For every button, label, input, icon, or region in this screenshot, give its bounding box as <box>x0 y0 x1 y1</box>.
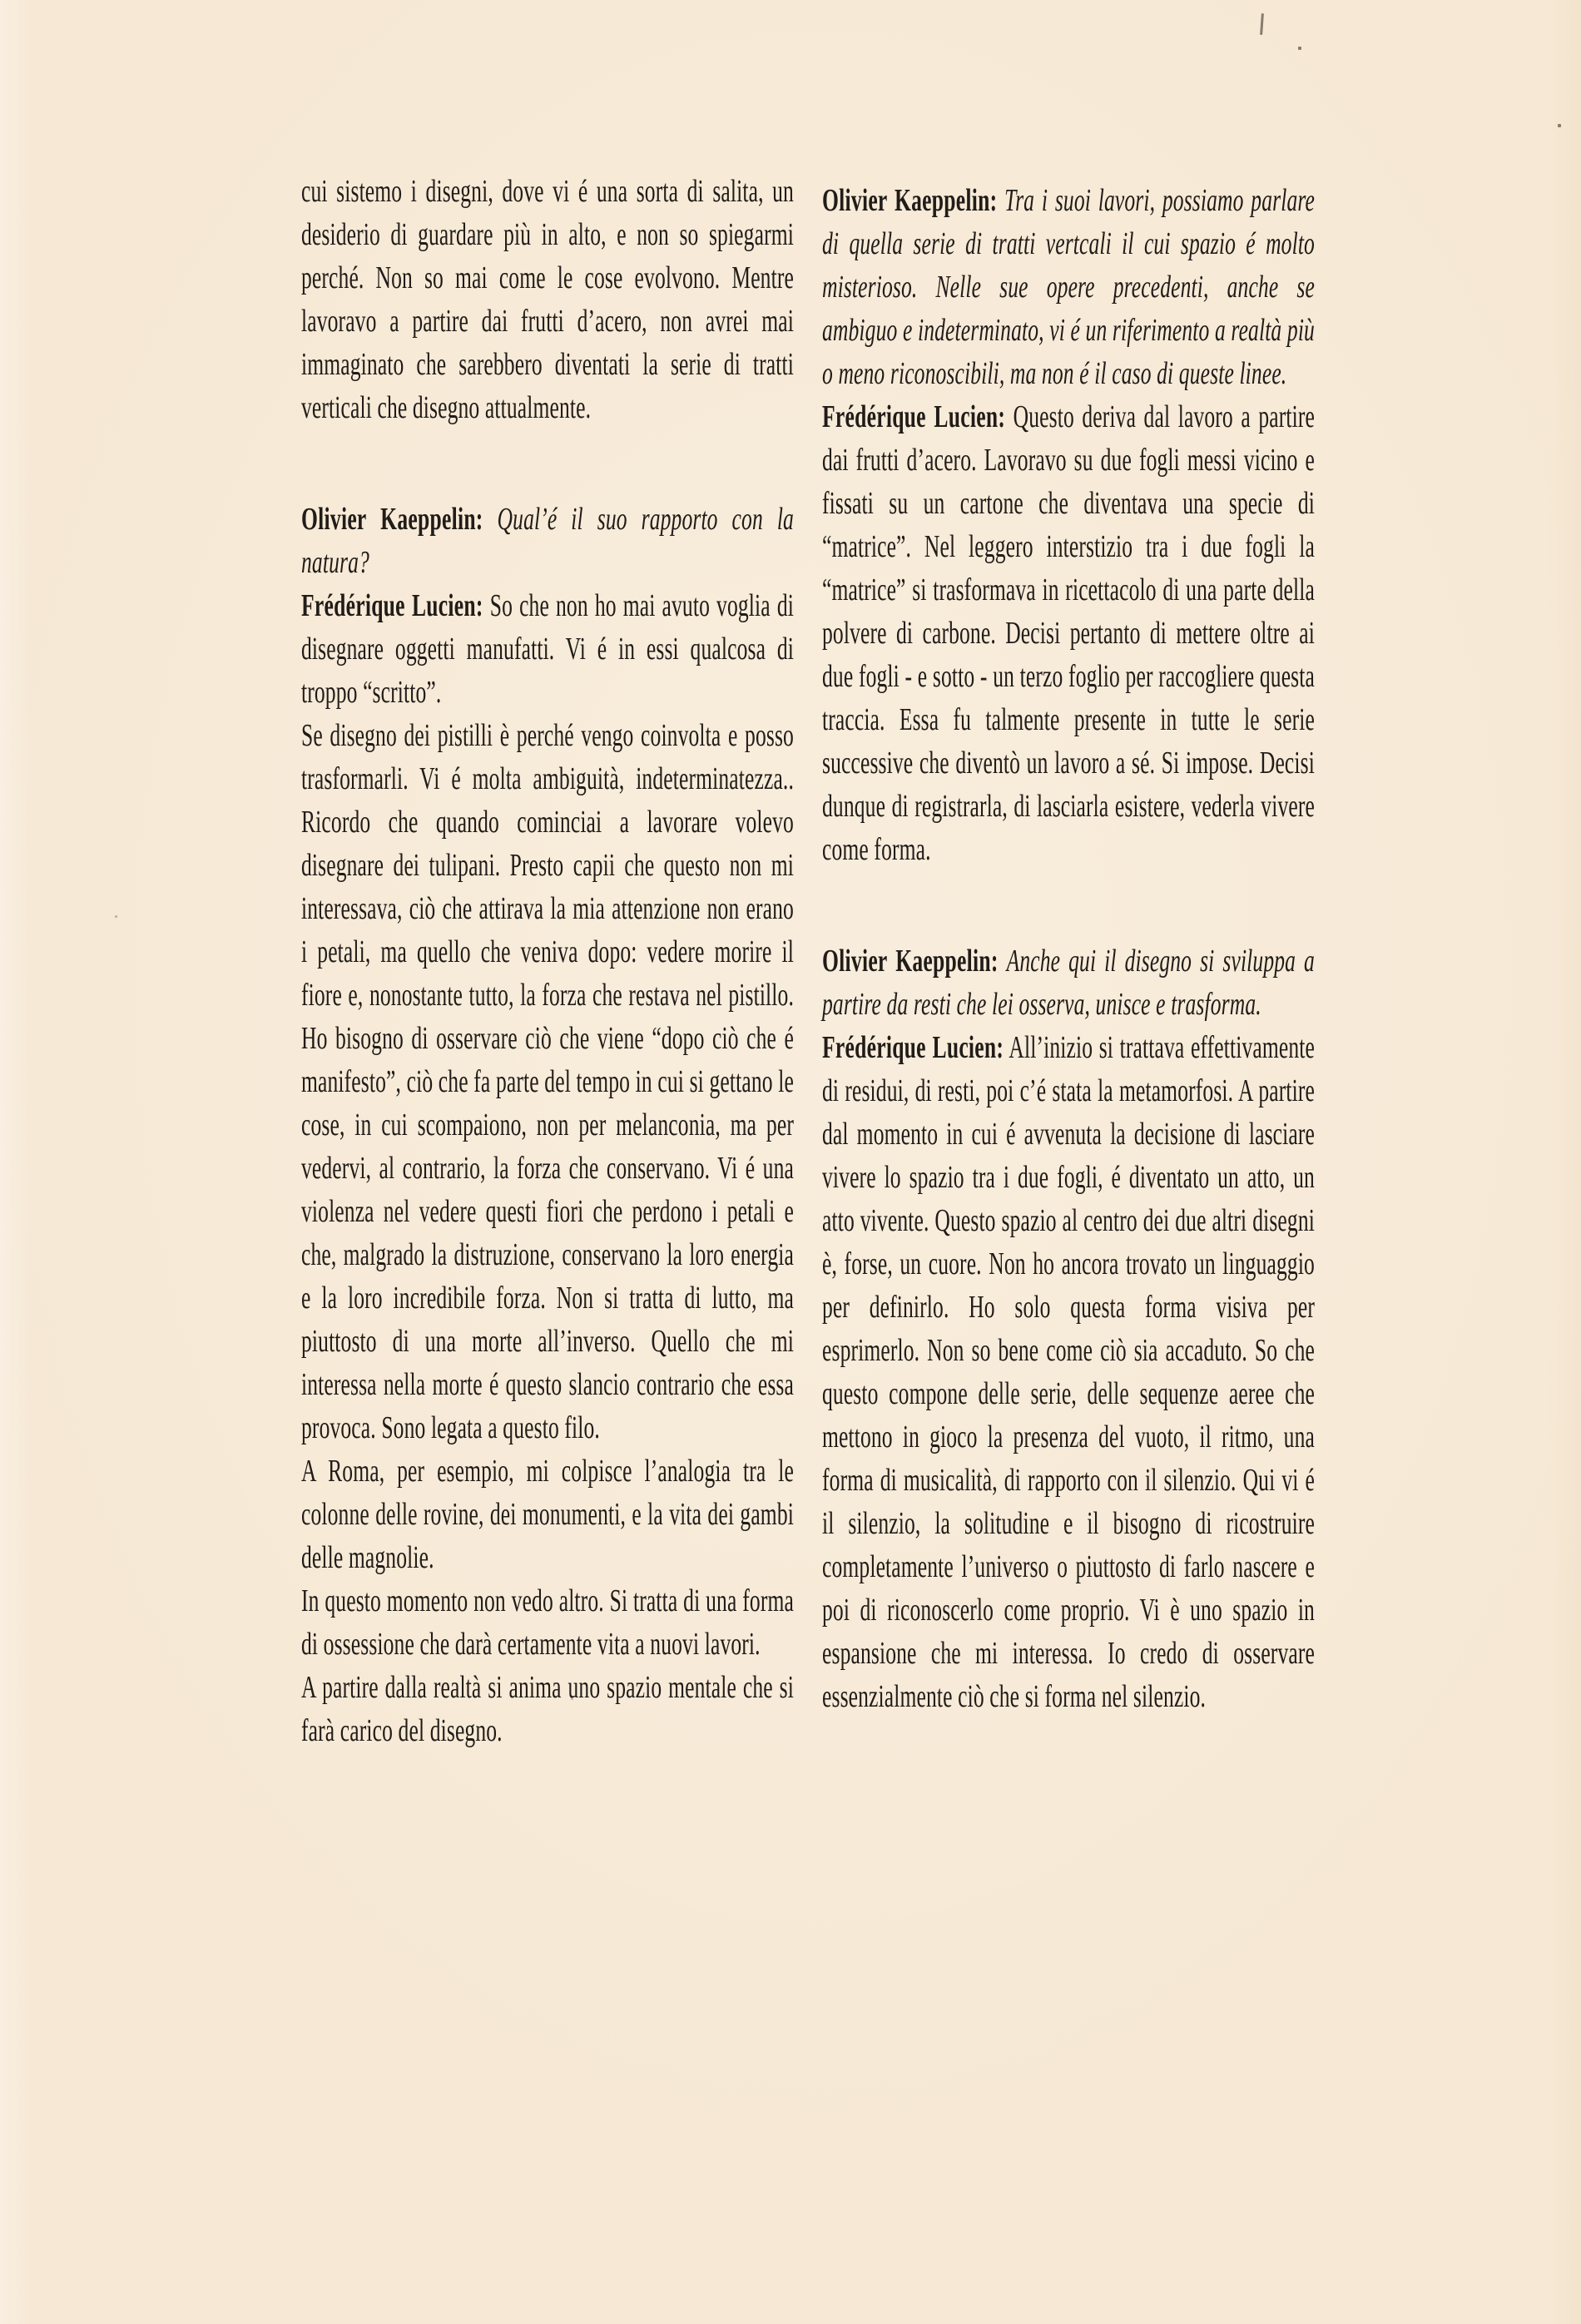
answer-text: All’inizio si trattava effettivamente di residui, di resti, poi c’é stata la metamorfosi. A partire dal momento in cui é avvenuta la decisione di lasciare vivere lo spazio tra i due fogli, é diventato un atto, un atto vivente. Questo spazio al centro dei due altri disegni è, forse, un cuore. Non ho ancora trovato un linguaggio per definirlo. Ho solo questa forma visiva per esprimerlo. Non so bene come ciò sia accaduto. So che questo compone delle serie, delle sequenze aeree che mettono in gioco la presenza del vuoto, il ritmo, una forma di musicalità, di rapporto con il silenzio. Qui vi é il silenzio, la solitudine e il bisogno di ricostruire completamente l’universo o piuttosto di farlo nascere e poi di riconoscerlo come proprio. Vi è uno spazio in espansione che mi interessa. Io credo di osservare essenzialmente ciò che si forma nel silenzio. <box>822 1030 1315 1714</box>
paragraph: A Roma, per esempio, mi colpisce l’analogia tra le colonne delle rovine, dei monumenti, e la vita dei gambi delle magnolie. <box>301 1454 794 1575</box>
speaker-name: Olivier Kaeppelin: <box>822 944 999 979</box>
speaker-name: Olivier Kaeppelin: <box>822 183 998 218</box>
interview-answer <box>301 584 794 714</box>
paragraph: Se disegno dei pistilli è perché vengo coinvolta e posso trasformarli. Vi é molta ambiguità, indeterminatezza.. Ricordo che quando cominciai a lavorare volevo disegnare dei tulipani. Presto capii che questo non mi interessava, ciò che attirava la mia attenzione non erano i petali, ma quello che veniva dopo: vedere morire il fiore e, nonostante tutto, la forza che restava nel pistillo. Ho bisogno di osservare ciò che viene “dopo ciò che é manifesto”, ciò che fa parte del tempo in cui si gettano le cose, in cui scompaiono, non per melanconia, ma per vedervi, al contrario, la forza che conservano. Vi é una violenza nel vedere questi fiori che perdono i petali e che, malgrado la distruzione, conservano la loro energia e la loro incredibile forza. Non si tratta di lutto, ma piuttosto di una morte all’inverso. Quello che mi interessa nella morte é questo slancio contrario che essa provoca. Sono legata a questo filo. <box>301 718 794 1445</box>
question-text: Anche qui il disegno si sviluppa a partire da resti che lei osserva, unisce e trasforma. <box>822 944 1315 1022</box>
scan-speck <box>115 915 117 918</box>
interview-question <box>822 939 1315 1026</box>
interview-answer <box>822 395 1315 871</box>
scan-mark <box>1260 13 1264 35</box>
interview-question <box>301 498 794 584</box>
speaker-name: Frédérique Lucien: <box>822 399 1006 434</box>
paragraph-continuation: cui sistemo i disegni, dove vi é una sorta di salita, un desiderio di guardare più in alto, e non so spiegarmi perché. Non so mai come le cose evolvono. Mentre lavoravo a partire dai frutti d’acero, non avrei mai immaginato che sarebbero diventati la serie di tratti verticali che disegno attualmente. <box>301 174 794 425</box>
scan-speck <box>1298 47 1301 50</box>
answer-text: Questo deriva dal lavoro a partire dai frutti d’acero. Lavoravo su due fogli messi vicino e fissati su un cartone che diventava una specie di “matrice”. Nel leggero interstizio tra i due fogli la “matrice” si trasformava in ricettacolo di una parte della polvere di carbone. Decisi pertanto di mettere oltre ai due fogli - e sotto - un terzo foglio per raccogliere questa traccia. Essa fu talmente presente in tutte le serie successive che diventò un lavoro a sé. Si impose. Decisi dunque di registrarla, di lasciarla esistere, vederla vivere come forma. <box>822 399 1315 867</box>
speaker-name: Frédérique Lucien: <box>301 588 483 623</box>
text-column-left <box>301 170 794 1752</box>
speaker-name: Frédérique Lucien: <box>822 1030 1004 1065</box>
speaker-name: Olivier Kaeppelin: <box>301 502 483 537</box>
question-text: Qual’é il suo rapporto con la natura? <box>301 502 794 580</box>
interview-question <box>822 179 1315 395</box>
scan-speck <box>1558 124 1561 127</box>
text-column-right <box>822 179 1315 1718</box>
question-text: Tra i suoi lavori, possiamo parlare di quella serie di tratti vertcali il cui spazio é molto misterioso. Nelle sue opere precedenti, anche se ambiguo e indeterminato, vi é un riferimento a realtà più o meno riconoscibili, ma non é il caso di queste linee. <box>822 183 1315 391</box>
interview-answer <box>822 1026 1315 1718</box>
paragraph: A partire dalla realtà si anima uno spazio mentale che si farà carico del disegno. <box>301 1670 794 1748</box>
answer-text: So che non ho mai avuto voglia di disegnare oggetti manufatti. Vi é in essi qualcosa di troppo “scritto”. <box>301 588 794 710</box>
paragraph: In questo momento non vedo altro. Si tratta di una forma di ossessione che darà certamente vita a nuovi lavori. <box>301 1583 794 1662</box>
